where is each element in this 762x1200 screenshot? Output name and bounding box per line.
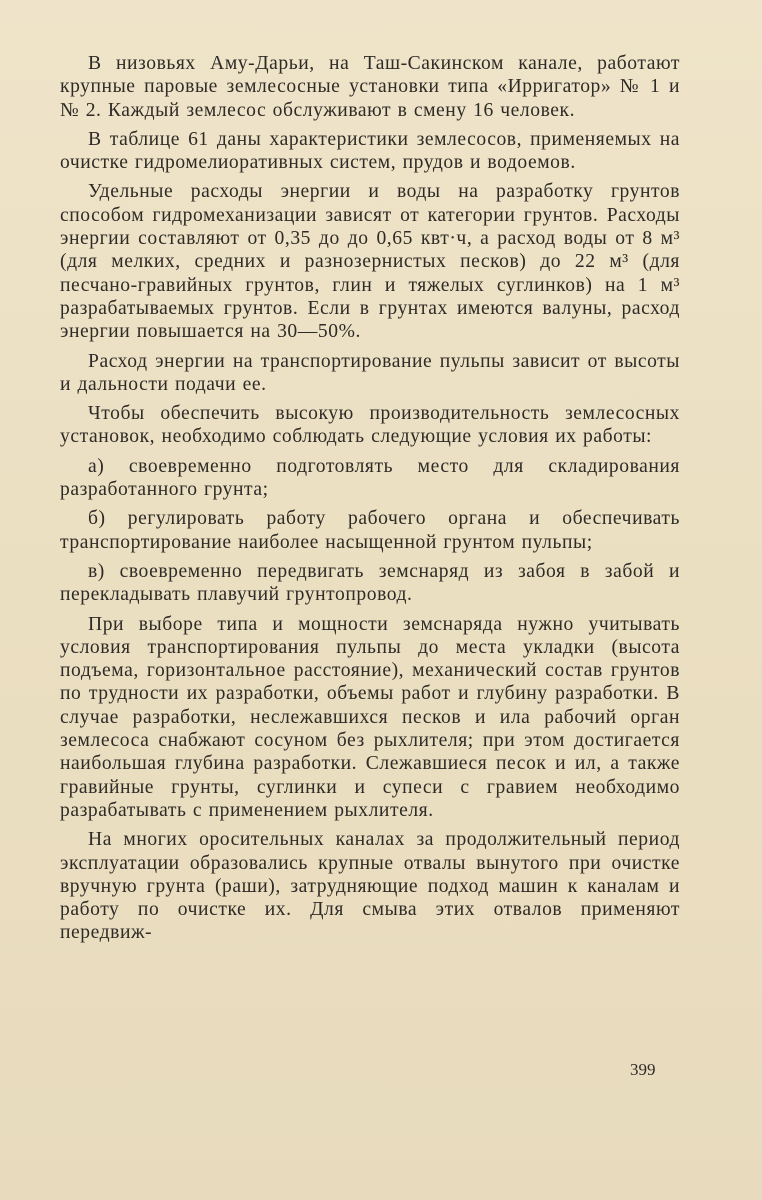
body-text [60,52,680,951]
paragraph-4: Расход энергии на транспортирование пульпы зависит от высоты и дальности подачи ее. [60,350,680,395]
page-number: 399 [630,1060,656,1079]
paragraph-7: На многих оросительных каналах за продолжительный период эксплуатации образовались крупные отвалы вынутого при очистке вручную грунта (раши), затрудняющие подход машин к каналам и работу по очистке их. Для смыва этих отвалов применяют передвиж- [60,829,680,944]
list-item-b: б) регулировать работу рабочего органа и обеспечивать транспортирование наиболее насыщенной грунтом пульпы; [60,508,680,553]
list-item-a: а) своевременно подготовлять место для складирования разработанного грунта; [60,455,680,501]
paragraph-5: Чтобы обеспечить высокую производительность землесосных установок, необходимо соблюдать следующие условия их работы: [60,403,680,448]
list-item-c: в) своевременно передвигать земснаряд из забоя в забой и перекладывать плавучий грунтопровод. [60,560,680,606]
paragraph-2: В таблице 61 даны характеристики землесосов, применяемых на очистке гидромелиоративных систем, прудов и водоемов. [60,128,680,174]
paragraph-1: В низовьях Аму-Дарьи, на Таш-Сакинском канале, работают крупные паровые землесосные установки типа «Ирригатор» № 1 и № 2. Каждый землесос обслуживают в смену 16 человек. [60,53,680,121]
paragraph-3: Удельные расходы энергии и воды на разработку грунтов способом гидромеханизации зависят от категории грунтов. Расходы энергии составляют от 0,35 до до 0,65 квт·ч, а расход воды от 8 м³ (для мелких, средних и разнозернистых песков) до 22 м³ (для песчано-гравийных грунтов, глин и тяжелых суглинков) на 1 м³ разрабатываемых грунтов. Если в грунтах имеются валуны, расход энергии повышается на 30—50%. [60,181,680,343]
paragraph-6: При выборе типа и мощности земснаряда нужно учитывать условия транспортирования пульпы до места укладки (высота подъема, горизонтальное расстояние), механический состав грунтов по трудности их разработки, объемы работ и глубину разработки. В случае разработки, неслежавшихся песков и ила рабочий орган землесоса снабжают сосуном без рыхлителя; при этом достигается наибольшая глубина разработки. Слежавшиеся песок и ил, а также гравийные грунты, суглинки и супеси с гравием необходимо разрабатывать с применением рыхлителя. [60,613,680,821]
